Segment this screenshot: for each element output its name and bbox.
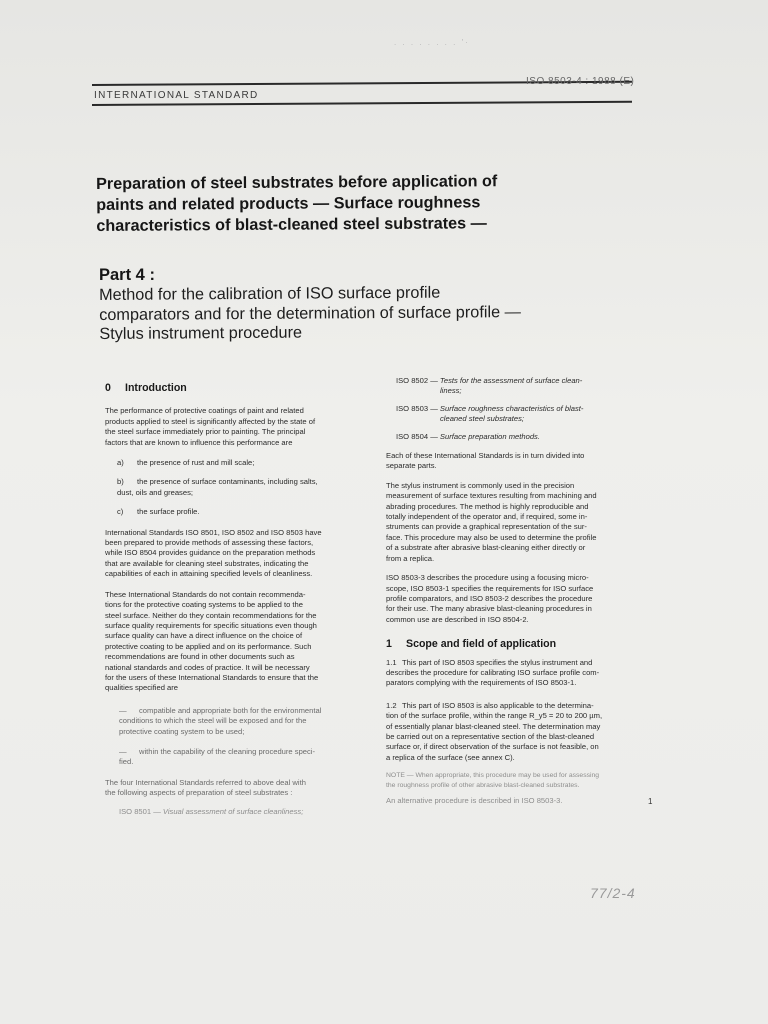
title-line-3: characteristics of blast-cleaned steel substrates — xyxy=(96,214,487,235)
part-title-line-3: Stylus instrument procedure xyxy=(99,323,303,344)
handwritten-mark: 77/2-4 xyxy=(590,885,636,901)
header-rule-bottom xyxy=(92,101,632,106)
document-title xyxy=(96,170,616,237)
iso-8503-3-paragraph: ISO 8503-3 describes the procedure using a focusing micro- scope, ISO 8503-1 specifies the requirements for ISO surface profile comparators, and ISO 8503-2 describes the procedure for their use. The many abrasive blast-cleaning procedures in common use are described in ISO 8504-2. xyxy=(386,573,594,624)
intro-paragraph-4: The four International Standards referred to above deal with the following aspects of preparation of steel substrates : xyxy=(105,777,306,798)
part-title xyxy=(99,282,619,344)
scope-heading: 1 Scope and field of application xyxy=(386,638,557,651)
reference-iso-8502: ISO 8502 — Tests for the assessment of surface clean- liness; xyxy=(396,376,583,396)
dash-item-1: — compatible and appropriate both for the environmental conditions to which the steel will be exposed and for the protective coating system to be used; xyxy=(119,705,322,736)
reference-iso-8504: ISO 8504 — Surface preparation methods. xyxy=(396,431,540,441)
right-column xyxy=(386,376,654,807)
document-type-label: INTERNATIONAL STANDARD xyxy=(94,90,259,101)
section-1-2: 1.2 This part of ISO 8503 is also applicable to the determina- tion of the surface profile, within the range R_y5 = 20 to 200 µm, of essentially planar blast-cleaned steel. The determination may be carried out on a representative section of the blast-cleaned surface or, if direct observation of the surface is not feasible, on a replica of the surface (see annex C). xyxy=(386,700,603,762)
section-1-1: 1.1 This part of ISO 8503 specifies the stylus instrument and describes the procedure for calibrating ISO surface profile com- parators complying with the requirements of ISO 8503-1. xyxy=(386,657,600,688)
intro-paragraph-2: International Standards ISO 8501, ISO 8502 and ISO 8503 have been prepared to provide methods of assessing these factors, while ISO 8504 provides guidance on the preparation methods that are available for cleaning steel substrates, indicating the capabilities of each in attaining specified levels of cleanliness. xyxy=(105,527,322,579)
list-item-b: b) the presence of surface contaminants, including salts, dust, oils and greases; xyxy=(117,477,318,497)
list-item-c: c) the surface profile. xyxy=(117,507,200,517)
dash-item-2: — within the capability of the cleaning procedure speci- fied. xyxy=(119,746,316,767)
stylus-paragraph: The stylus instrument is commonly used in the precision measurement of surface textures resulting from machining and abrading procedures. The method is highly reproducible and totally independent of the operator and, if required, some in- struments can provide a graphical representation of the sur- face. This procedure may also be used to determine the profile of a substrate after abrasive blast-cleaning either directly or from a replica. xyxy=(386,480,597,563)
title-line-1: Preparation of steel substrates before application of xyxy=(96,172,498,193)
left-column xyxy=(105,383,375,817)
reference-iso-8501: ISO 8501 — Visual assessment of surface cleanliness; xyxy=(119,806,304,816)
part-label: Part 4 : xyxy=(99,266,155,284)
title-line-2: paints and related products — Surface roughness xyxy=(96,193,481,214)
intro-paragraph-3: These International Standards do not contain recommenda- tions for the protective coating systems to be applied to the steel surface. Neither do they contain recommendations for the surface quality requirements for specific situations even though surface quality can have a direct influence on the choice of protective coating to be applied and on its performance. Such recommendations are found in other documents such as national standards and codes of practice. It will be necessary for the users of these International Standards to ensure that the qualities specified are xyxy=(105,589,319,693)
standard-number: ISO 8503-4 : 1988 (E) xyxy=(526,76,635,87)
parts-paragraph: Each of these International Standards is in turn divided into separate parts. xyxy=(386,451,585,471)
note: NOTE — When appropriate, this procedure may be used for assessing the roughness profile of other abrasive blast-cleaned substrates. xyxy=(386,772,600,789)
scan-mark: . . . . . . . . '· xyxy=(394,38,470,47)
page-number: 1 xyxy=(648,797,653,806)
alternative-procedure: An alternative procedure is described in ISO 8503-3. xyxy=(386,796,563,806)
part-title-line-2: comparators and for the determination of surface profile — xyxy=(99,302,521,324)
list-item-a: a) the presence of rust and mill scale; xyxy=(117,458,255,468)
reference-iso-8503: ISO 8503 — Surface roughness characteristics of blast- cleaned steel substrates; xyxy=(396,403,584,424)
introduction-heading: 0 Introduction xyxy=(105,382,187,394)
part-title-line-1: Method for the calibration of ISO surface profile xyxy=(99,283,441,304)
intro-paragraph-1: The performance of protective coatings of paint and related products applied to steel is significantly affected by the state of the steel surface immediately prior to painting. The principal factors that are known to influence this performance are xyxy=(105,406,316,447)
